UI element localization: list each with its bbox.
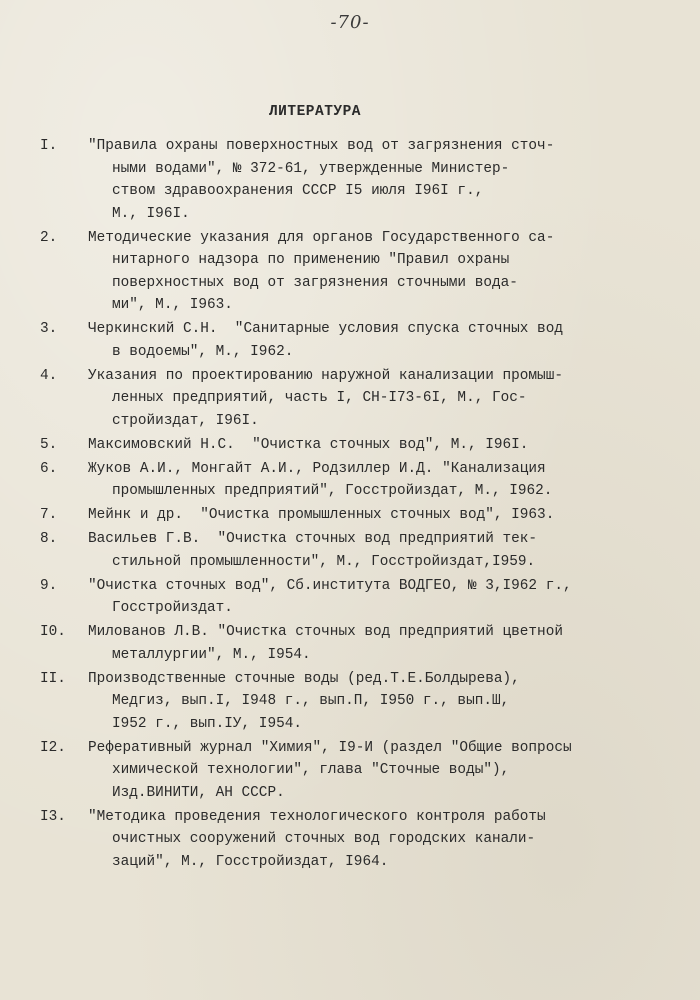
reference-line: "Очистка сточных вод", Сб.института ВОДГЕО, № 3,I962 г., xyxy=(88,577,572,594)
reference-line: Указания по проектированию наружной канализации промыш- xyxy=(88,367,563,384)
reference-number: II. xyxy=(40,670,66,687)
reference-number: 5. xyxy=(40,436,58,453)
reference-item xyxy=(40,458,660,503)
reference-line: Максимовский Н.С. "Очистка сточных вод", М., I96I. xyxy=(88,436,529,453)
reference-text xyxy=(88,737,660,805)
reference-line: заций", М., Госстройиздат, I964. xyxy=(112,853,389,870)
reference-text xyxy=(88,227,660,317)
reference-line: ными водами", № 372-61, утвержденные Министер- xyxy=(112,160,510,177)
reference-number: 6. xyxy=(40,460,58,477)
reference-line: стройиздат, I96I. xyxy=(112,412,259,429)
reference-list xyxy=(40,135,660,875)
reference-text xyxy=(88,806,660,874)
reference-number: I2. xyxy=(40,739,66,756)
reference-line: Черкинский С.Н. "Санитарные условия спуска сточных вод xyxy=(88,321,563,337)
reference-number: 4. xyxy=(40,367,58,384)
reference-text xyxy=(88,135,660,225)
reference-line: в водоемы", М., I962. xyxy=(112,343,294,360)
reference-item xyxy=(40,318,660,363)
reference-text xyxy=(88,668,660,736)
reference-text xyxy=(88,528,660,573)
reference-line: Изд.ВИНИТИ, АН СССР. xyxy=(112,784,285,801)
reference-line: Методические указания для органов Государственного са- xyxy=(88,229,555,246)
reference-item xyxy=(40,227,660,317)
reference-item xyxy=(40,806,660,874)
reference-number: I0. xyxy=(40,624,66,640)
reference-line: Мейнк и др. "Очистка промышленных сточных вод", I963. xyxy=(88,507,555,523)
reference-item xyxy=(40,621,660,666)
reference-line: металлургии", М., I954. xyxy=(112,646,311,663)
reference-text xyxy=(88,504,660,527)
bibliography-heading: ЛИТЕРАТУРА xyxy=(268,104,361,120)
reference-item xyxy=(40,365,660,433)
reference-line: Васильев Г.В. "Очистка сточных вод предприятий тек- xyxy=(88,531,538,547)
reference-item xyxy=(40,737,660,805)
reference-line: Милованов Л.В. "Очистка сточных вод предприятий цветной xyxy=(88,624,563,640)
reference-line: промышленных предприятий", Госстройиздат, М., I962. xyxy=(112,483,553,499)
reference-line: ленных предприятий, часть I, СН-I73-6I, М., Гос- xyxy=(112,390,527,406)
reference-number: 2. xyxy=(40,229,58,246)
reference-text xyxy=(88,434,660,457)
reference-number: 3. xyxy=(40,321,58,337)
reference-text xyxy=(88,318,660,363)
reference-item xyxy=(40,434,660,457)
reference-item xyxy=(40,668,660,736)
page-number: -70- xyxy=(330,12,370,33)
reference-item xyxy=(40,575,660,620)
reference-item xyxy=(40,504,660,527)
reference-number: I. xyxy=(40,138,58,154)
reference-line: поверхностных вод от загрязнения сточными вода- xyxy=(112,274,518,291)
reference-line: "Правила охраны поверхностных вод от загрязнения сточ- xyxy=(88,138,555,154)
reference-line: химической технологии", глава "Сточные воды"), xyxy=(112,762,510,778)
reference-text xyxy=(88,458,660,503)
reference-line: Реферативный журнал "Химия", I9-И (раздел "Общие вопросы xyxy=(88,739,572,756)
reference-text xyxy=(88,621,660,666)
reference-line: Жуков А.И., Монгайт А.И., Родзиллер И.Д. "Канализация xyxy=(88,460,546,477)
reference-line: стильной промышленности", М., Госстройиздат,I959. xyxy=(112,553,536,570)
reference-item xyxy=(40,135,660,225)
reference-line: М., I96I. xyxy=(112,205,190,222)
reference-line: "Методика проведения технологического контроля работы xyxy=(88,808,546,825)
reference-item xyxy=(40,528,660,573)
reference-line: Госстройиздат. xyxy=(112,600,233,616)
reference-number: 8. xyxy=(40,531,58,547)
reference-line: I952 г., вып.IУ, I954. xyxy=(112,715,302,732)
reference-number: 9. xyxy=(40,577,58,594)
reference-line: ми", М., I963. xyxy=(112,297,233,313)
reference-text xyxy=(88,365,660,433)
reference-number: 7. xyxy=(40,507,58,523)
reference-line: очистных сооружений сточных вод городских канали- xyxy=(112,831,536,847)
reference-line: нитарного надзора по применению "Правил охраны xyxy=(112,252,510,268)
reference-text xyxy=(88,575,660,620)
reference-number: I3. xyxy=(40,808,66,825)
reference-line: Медгиз, вып.I, I948 г., вып.П, I950 г., вып.Ш, xyxy=(112,693,510,709)
reference-line: Производственные сточные воды (ред.Т.Е.Болдырева), xyxy=(88,670,520,687)
reference-line: ством здравоохранения СССР I5 июля I96I г., xyxy=(112,183,484,199)
